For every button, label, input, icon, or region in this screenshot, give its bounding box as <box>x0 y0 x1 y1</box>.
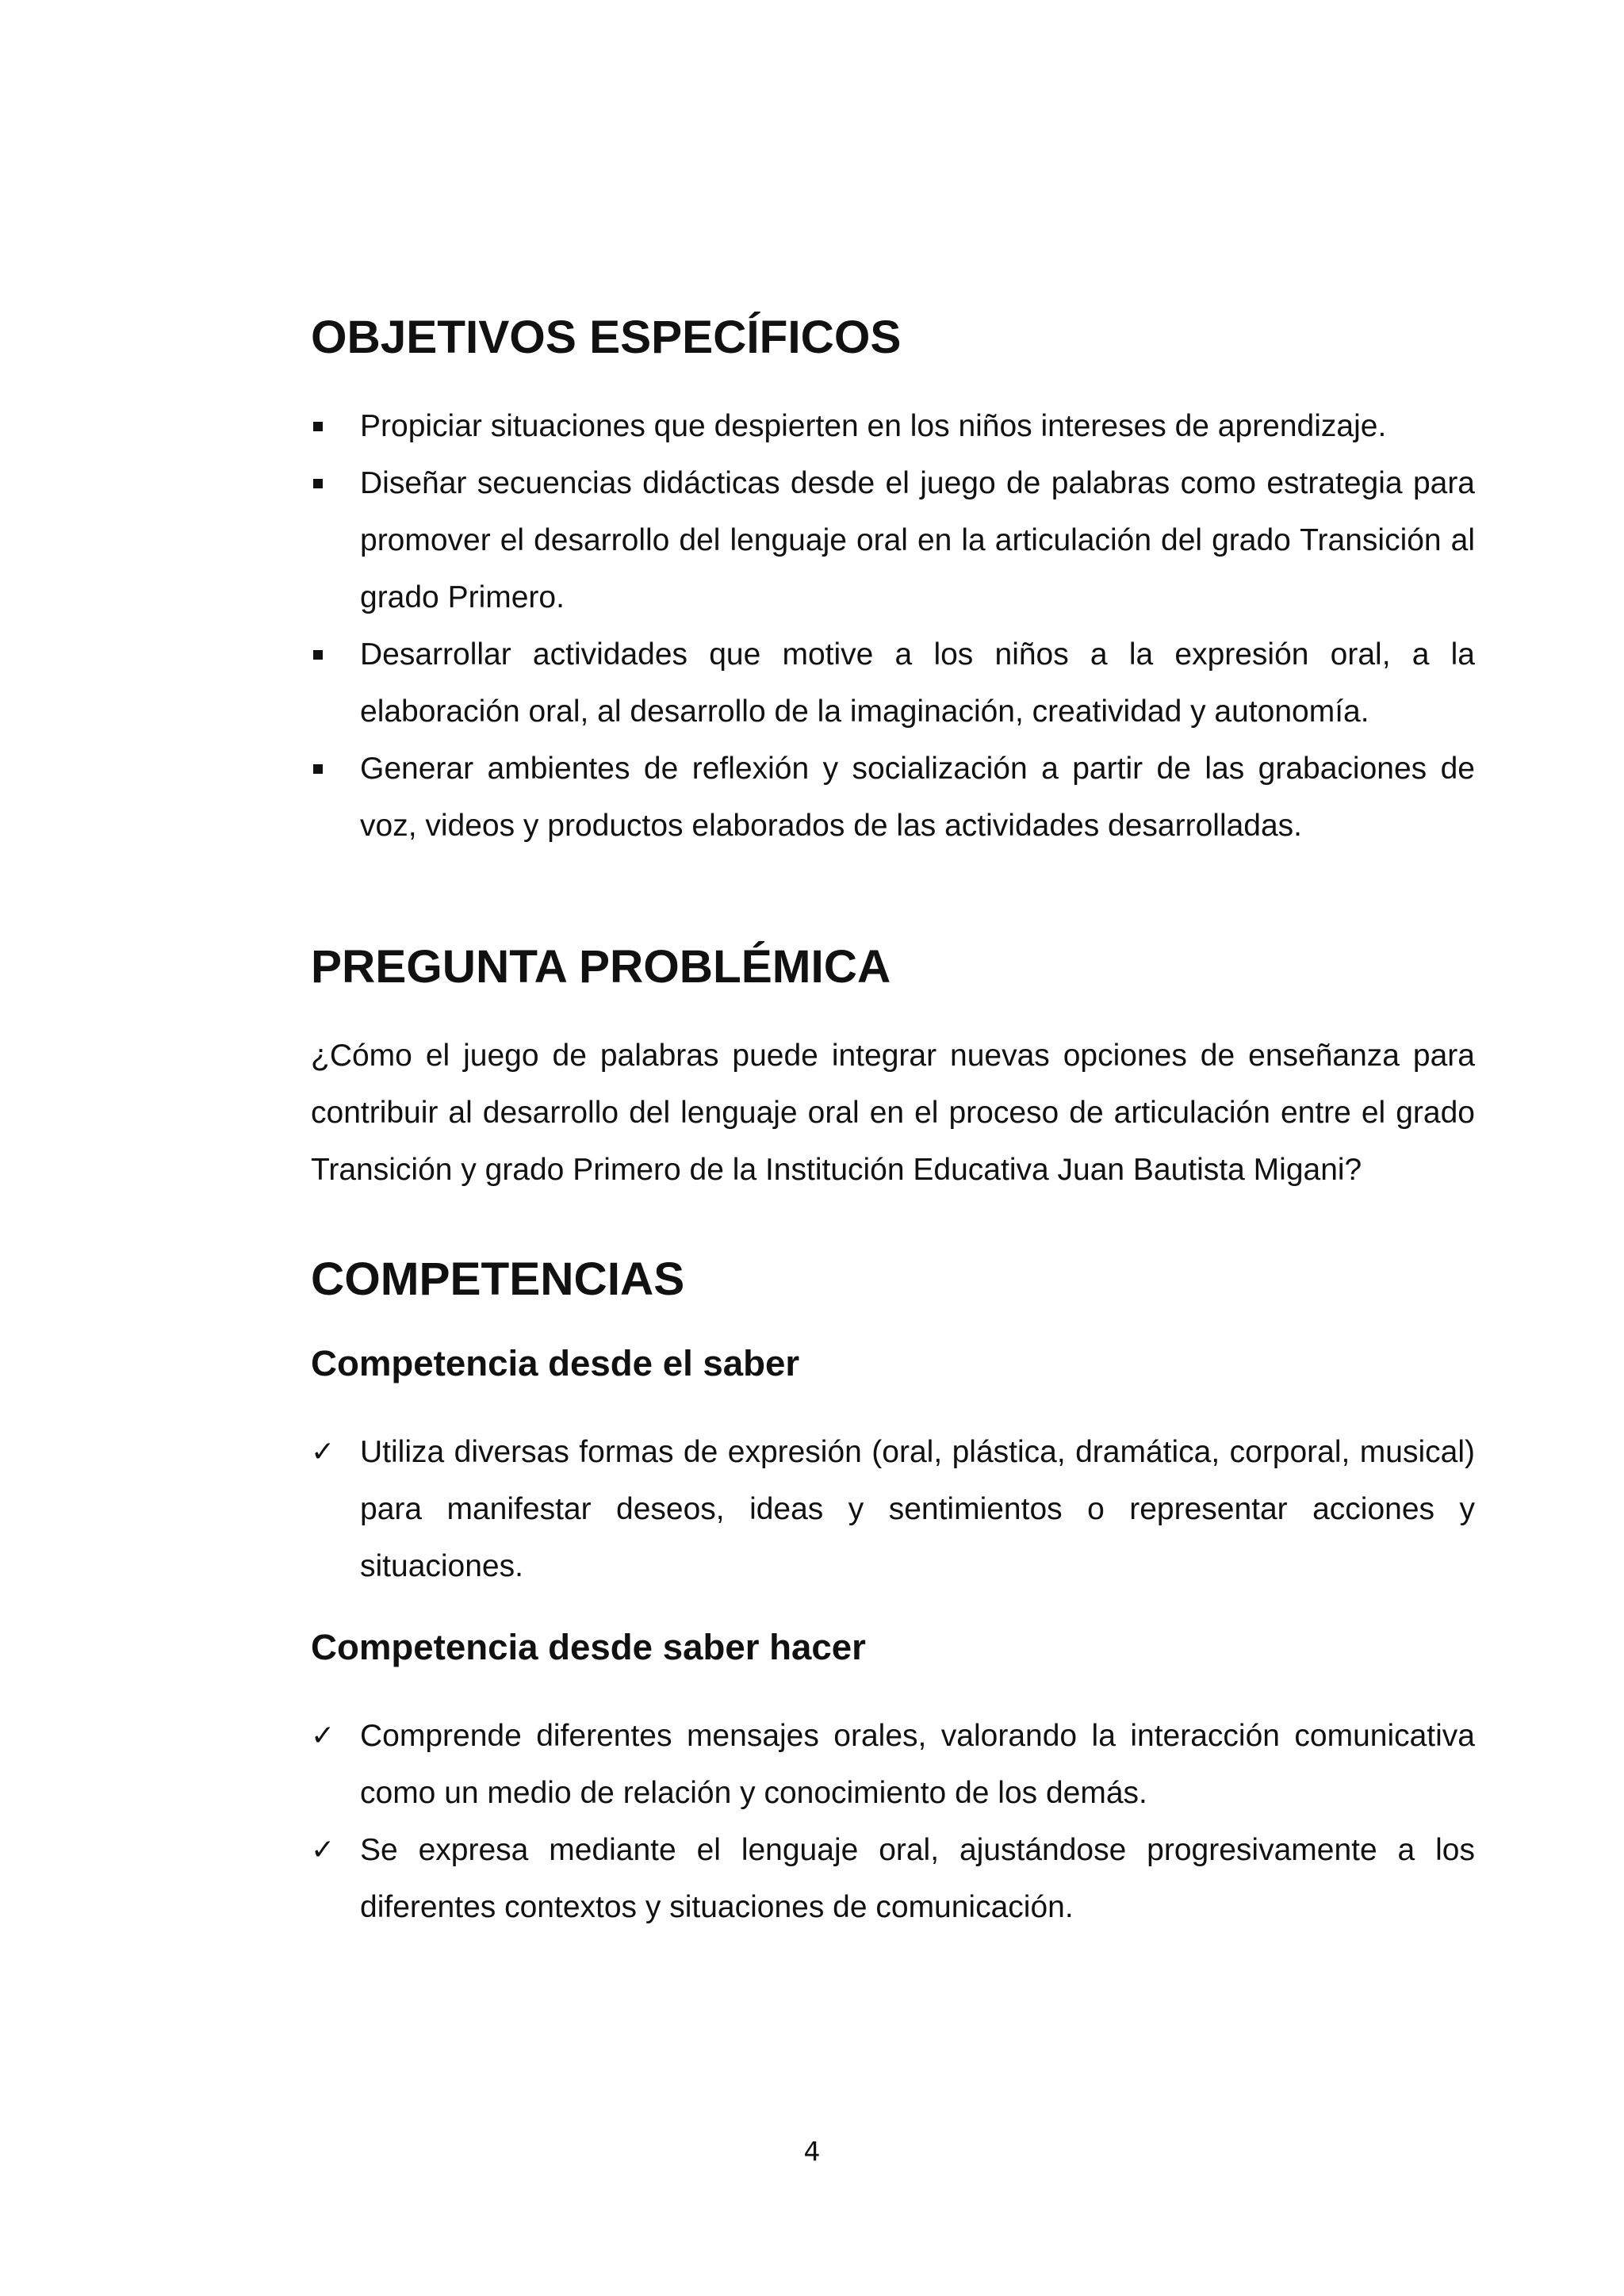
competency-text: Se expresa mediante el lenguaje oral, ajustándose progresivamente a los diferentes contextos y situaciones de comunicación. <box>360 1833 1475 1924</box>
objective-item <box>311 740 1475 855</box>
objective-item <box>311 626 1475 740</box>
objective-text: Desarrollar actividades que motive a los niños a la expresión oral, a la elaboración oral, al desarrollo de la imaginación, creatividad y autonomía. <box>360 637 1475 729</box>
square-bullet-icon <box>311 398 343 455</box>
page-content <box>311 314 1475 1936</box>
square-bullet-icon <box>311 626 343 683</box>
competency-text: Comprende diferentes mensajes orales, valorando la interacción comunicativa como un medio de relación y conocimiento de los demás. <box>360 1719 1475 1810</box>
objectives-list <box>311 398 1475 855</box>
check-mark-icon: ✓ <box>311 1720 335 1752</box>
square-bullet-icon <box>311 455 343 512</box>
square-bullet-icon <box>311 740 343 798</box>
objective-text: Propiciar situaciones que despierten en los niños intereses de aprendizaje. <box>360 409 1387 443</box>
problem-question: ¿Cómo el juego de palabras puede integrar nuevas opciones de enseñanza para contribuir al desarrollo del lenguaje oral en el proceso de articulación entre el grado Transición y grado Primero de la Institución Educativa Juan Bautista Migani? <box>311 1039 1475 1187</box>
competency-item <box>311 1424 1475 1595</box>
problem-heading: PREGUNTA PROBLÉMICA <box>311 941 891 993</box>
check-mark-icon: ✓ <box>311 1834 335 1866</box>
competency-doing-list <box>311 1708 1475 1936</box>
objective-item <box>311 398 1475 455</box>
competency-item <box>311 1708 1475 1822</box>
check-mark-icon: ✓ <box>311 1436 335 1468</box>
objective-item <box>311 455 1475 626</box>
objectives-heading: OBJETIVOS ESPECÍFICOS <box>311 312 902 363</box>
competency-item <box>311 1822 1475 1936</box>
competency-knowing-list <box>311 1424 1475 1595</box>
page-number: 4 <box>803 2136 821 2167</box>
competency-doing-subheading: Competencia desde saber hacer <box>311 1627 866 1667</box>
competency-knowing-subheading: Competencia desde el saber <box>311 1343 800 1383</box>
objective-text: Generar ambientes de reflexión y socialización a partir de las grabaciones de voz, videos y productos elaborados de las actividades desarrolladas. <box>360 752 1475 843</box>
objective-text: Diseñar secuencias didácticas desde el juego de palabras como estrategia para promover el desarrollo del lenguaje oral en la articulación del grado Transición al grado Primero. <box>360 466 1475 614</box>
competency-text: Utiliza diversas formas de expresión (oral, plástica, dramática, corporal, musical) para manifestar deseos, ideas y sentimientos o representar acciones y situaciones. <box>360 1435 1475 1583</box>
competencies-heading: COMPETENCIAS <box>311 1253 685 1305</box>
